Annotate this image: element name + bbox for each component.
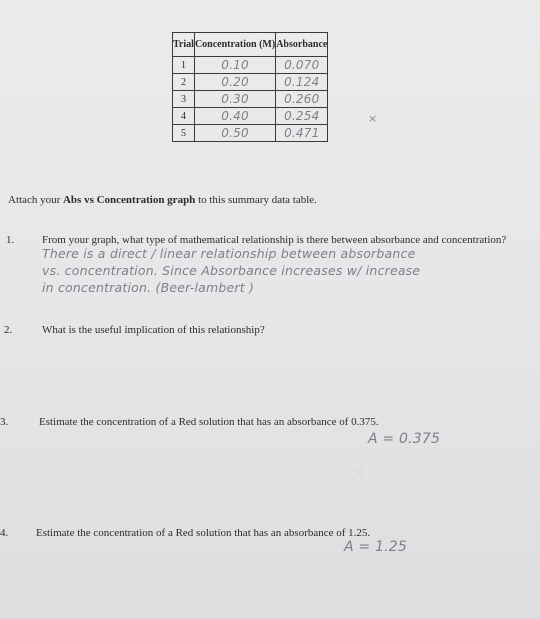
concentration-cell: 0.30: [194, 91, 275, 108]
attach-instruction: Attach your Abs vs Concentration graph to this summary data table.: [8, 194, 317, 206]
absorbance-cell: 0.070: [276, 57, 328, 74]
question-number: 4.: [0, 527, 9, 539]
concentration-cell: 0.10: [194, 57, 275, 74]
summary-data-table: [172, 32, 328, 142]
handwritten-answer-line: A = 1.25: [344, 539, 407, 555]
question-number: 1.: [6, 234, 15, 246]
concentration-cell: 0.40: [194, 108, 275, 125]
trial-cell: 3: [173, 91, 195, 108]
concentration-cell: 0.20: [194, 74, 275, 91]
handwritten-answer-line: There is a direct / linear relationship between absorbance: [42, 246, 416, 261]
table-row: [173, 125, 328, 142]
concentration-cell: 0.50: [194, 125, 275, 142]
question-1-text: From your graph, what type of mathematical relationship is there between absorbance and concentration?: [42, 234, 507, 246]
header-absorbance: Absorbance: [276, 33, 328, 57]
question-number: 3.: [0, 416, 9, 428]
question-2-text: What is the useful implication of this relationship?: [42, 324, 265, 336]
header-trial: Trial: [173, 33, 195, 57]
faint-mark: ×: [352, 458, 367, 487]
table-row: [173, 57, 328, 74]
question-number: 2.: [4, 324, 13, 336]
absorbance-cell: 0.254: [276, 108, 328, 125]
trial-cell: 1: [173, 57, 195, 74]
table-row: [173, 108, 328, 125]
trial-cell: 5: [173, 125, 195, 142]
handwritten-answer-line: in concentration. (Beer-lambert ): [42, 280, 255, 295]
table-row: [173, 74, 328, 91]
handwritten-answer-line: vs. concentration. Since Absorbance increases w/ increase: [42, 263, 421, 278]
absorbance-cell: 0.471: [276, 125, 328, 142]
trial-cell: 2: [173, 74, 195, 91]
table-row: [173, 91, 328, 108]
trial-cell: 4: [173, 108, 195, 125]
faint-smudge: [342, 567, 364, 583]
cross-mark: ×: [368, 112, 378, 125]
question-3-text: Estimate the concentration of a Red solution that has an absorbance of 0.375.: [39, 416, 379, 428]
absorbance-cell: 0.124: [276, 74, 328, 91]
question-4-text: Estimate the concentration of a Red solution that has an absorbance of 1.25.: [36, 527, 371, 539]
handwritten-answer-line: A = 0.375: [368, 431, 441, 447]
absorbance-cell: 0.260: [276, 91, 328, 108]
header-concentration: Concentration (M): [194, 33, 275, 57]
